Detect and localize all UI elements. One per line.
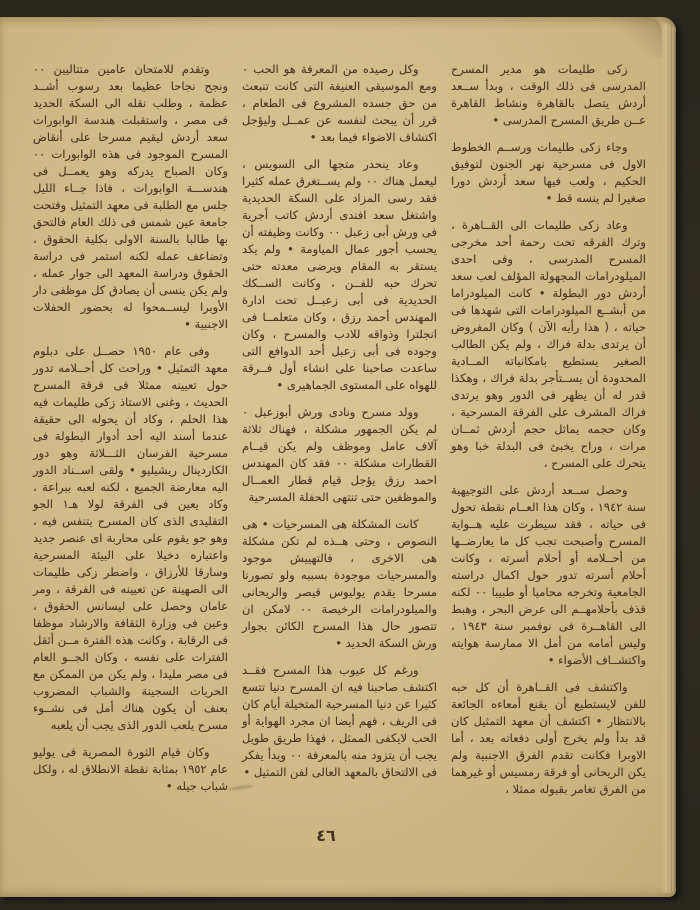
paragraph: وحصل ســعد أردش على التوجيهية سنة ١٩٤٢ ، وكان هذا العــام نقطة تحول فى حياته ، فقد سيطرت عليه هــواية المسرح وأصبحت تجب كل ما يعارضــها من أحــلامه أو أحلام أسرته ، وكانت أحلام أسرته تدور حول اكمال دراسته الجامعية وتخرجه محاميا أو طبيبا ٠٠ لكنه قذف بأحلامهــم الى عرض البحر ، وهبط الى القاهــرة فى نوفمبر سنة ١٩٤٣ ، وليس أمامه من أمل الا ممارسة هوايته واكتشــاف الأضواء • [451,483,646,667]
paragraph: ورغم كل عيوب هذا المسرح فقــد اكتشف صاحبنا فيه ان المسرح دنيا تتسع كثيرا عن دنيا المسرحية المتخيلة أيام كان فى الريف ، فهم أيضا ان مجرد الهواية أو الحب لايكفى الممثل ، فهذا طريق طويل يجب أن يتزود منه بالمعرفة ٠٠ وبدأ يفكر فى الالتحاق بالمعهد العالى لفن التمثيل • [242,663,437,779]
paragraph: وعاد ينحدر متجها الى السويس ، ليعمل هناك ٠٠ ولم يســتغرق عمله كثيرا فقد رسى المزاد على السكة الحديدية واشتغل سعد افندى أردش كاتب أجرية فى ورش أبى زعبل ٠٠ وكانت وظيفته أن يحسب أجور عمال المياومة • ولم يكد يستقر به المقام ويرضى معدته حتى تحرك حبه للفــن ، وكانت الســكك الحديدية فى أبى زعبــل تحت ادارة المهندس أحمد رزق ، وكان متعلمــا فى انجلترا وذواقه للادب والمسرح ، وكان وجوده فى أبى زعبل أحد الدوافع التى ساعدت صاحبنا على انشاء أول فــرقة للهواه على المستوى الجماهيرى • [242,157,437,392]
page-number: ٤٦ [316,826,336,845]
paragraph: وفى عام ١٩٥٠ حصــل على دبلوم معهد التمثيل • وراحت كل أحــلامه تدور حول تعيينه ممثلا فى فرقة المسرح الحديث ، وغنى الاستاذ زكى طليمات فيه هذا الحلم ، وكاد أن يحوله الى حقيقة عندما أسند اليه أحد أدوار البطولة فى مسرحية الفرسان الثـــلاثة وهو دور الكاردينال ريشيليو • ولقى اســناد الدور اليه معارضة الجميع ، لكنه لعبه ببراعة ، وكاد يعين فى الفرقة لولا هـ١ الجو التقليدى الذى كان المسرح يتنفس فيه ، وهو جو يقوم على محاربة اى عنصر جديد واعتباره دخيلا على البيئة المسرحية وسارقا للأرزاق ، واضطر زكى طليمات الى الصهينة عن تعيينه فى الفرقة ، ومر عامان وحصل على ليسانس الحقوق ، وعين فى وزارة الثقافة والارشاد موظفا فى الرقابة ، وكانت هذه الفترة مــن أثقل الفترات على نفسه ، وكان الجــو العام فى مصر مليدا ، ولم يكن من الممكن مع الحريات السجينة والشباب المضروب بعنف أن يكون هناك أمل فى نشــوء مسرح يلعب الدور الذى يجب أن يلعبه [33,344,228,732]
text-column-right [451,61,646,851]
paragraph: واكتشف فى القــاهرة أن كل حبه للفن لايستطيع أن يقنع أمعاءه الجائعة بالانتظار • اكتشف أن معهد التمثيل كان قد بدأ ولم يخرج أولى دفعاته بعد ، أما الاوبرا فكانت تقدم الفرق الاجنبية ولم يكن الريحانى أو فرقة رمسيس أو غيرهما من الفرق تغامر بقبوله ممثلا ، [451,680,646,796]
paragraph: وكل رصيده من المعرفة هو الحب ٠ ومع الموسيقى العنيفة التى كانت تنبعث من حق جسده المشروع فى الطعام ، قرر أن يبحث لنفسه عن عمــل وليؤجل اكتشاف الاضواء فيما بعد • [242,62,437,144]
text-columns [33,61,646,851]
paragraph: وكان قيام الثورة المصرية فى يوليو عام ١٩٥٢ بمثابة نقطة الانطلاق له ، ولكل شباب جيله • [33,745,228,793]
paragraph: وجاء زكى طليمات ورســم الخطوط الاول فى مسرحية نهر الجنون لتوفيق الحكيم ، ولعب فيها سعد أردش دورا صغيرا لم ينسه قط • [451,140,646,205]
book-page [0,17,676,897]
paragraph: وولد مسرح ونادى ورش أبوزعبل ٠ لم يكن الجمهور مشكلة ، فهناك ثلاثة آلاف عامل وموظف ولم يكن قيــام القطارات مشكلة ٠٠ فقد كان المهندس احمد رزق يؤجل قيام قطار العمــال والموظفين حتى تنتهى الحفلة المسرحية [242,405,437,504]
paragraph: زكى طليمات هو مدير المسرح المدرسى فى ذلك الوقت ، وبدأ ســعد أردش يتصل بالقاهرة ونشاط القاهرة عــن طريق المسرح المدرسى • [451,62,646,127]
page-stack-edges [660,23,676,893]
paragraph: كانت المشكلة هى المسرحيات • هى النصوص ، وحتى هــذه لم تكن مشكلة هى الاخرى ، فالتهييش موجود والمسرحيات موجودة بسببه ولو تصورنا مسرحا يقدم يوليوس قيصر والريحانى والميلودرامات الرخيصة ٠٠ لامكن ان تتصور حال هذا المسرح الكائن بجوار ورش السكة الحديد • [242,517,437,650]
text-column-left [33,61,228,851]
text-column-middle [242,61,437,851]
paragraph: وتقدم للامتحان عامين متتاليين ٠٠ ونجح نجاحا عظيما بعد رسوب أشــد عظمة ، وطلب نقله الى السكة الحديد فى مصر ، واستقبلت هندسة الوابورات سعد أردش ليقيم مسرحا على أنقاض المسرح الموجود فى هذه الوابورات ٠٠ وكان الصباح يدركه وهو يعمــل فى هندســـة الوابورات ، فاذا جــاء الليل جلس مع الطلبة فى معهد التمثيل وفتحت جامعة عين شمس فى ذلك العام فالتحق بها طالبا بالسنة الاولى بكلية الحقوق ، وتضاعف عمله لكنه استمر فى دراسة الحقوق ودراسة المعهد الى جوار عمله ، ولم يكن ينسى أن يصادق كل موظفى دار الأوبرا ليســمحوا له بحضور الحفلات الاجنبية • [33,62,228,331]
paragraph: وعاد زكى طليمات الى القــاهرة ، وترك الفرقه تحت رحمة أحد مخرجى المسرح المدرسى ، وفى احدى الميلودرامات المجهولة المؤلف لعب سعد أردش دور البطولة • كانت الميلودراما من أبشــع الميلودرامات التى شهدها فى حياته ، ( هذا رأيه الآن ) وكان المفروض أن يرتدى بدلة فراك ، ولم يكن الطالب الصغير يستطيع بامكانياته المــادية المحدودة أن يســتأجر بدلة فراك ، وهكذا قدر له أن يظهر فى الدور وهو يرتدى فراك المشرف على الفرقة المسرحية ، وكان حجمه يماثل حجم أردش ثمــان مرات ، وراح يخبئ فى البدلة خبا وهو يتحرك على المسرح ، [451,218,646,470]
corner-shading [602,17,662,57]
